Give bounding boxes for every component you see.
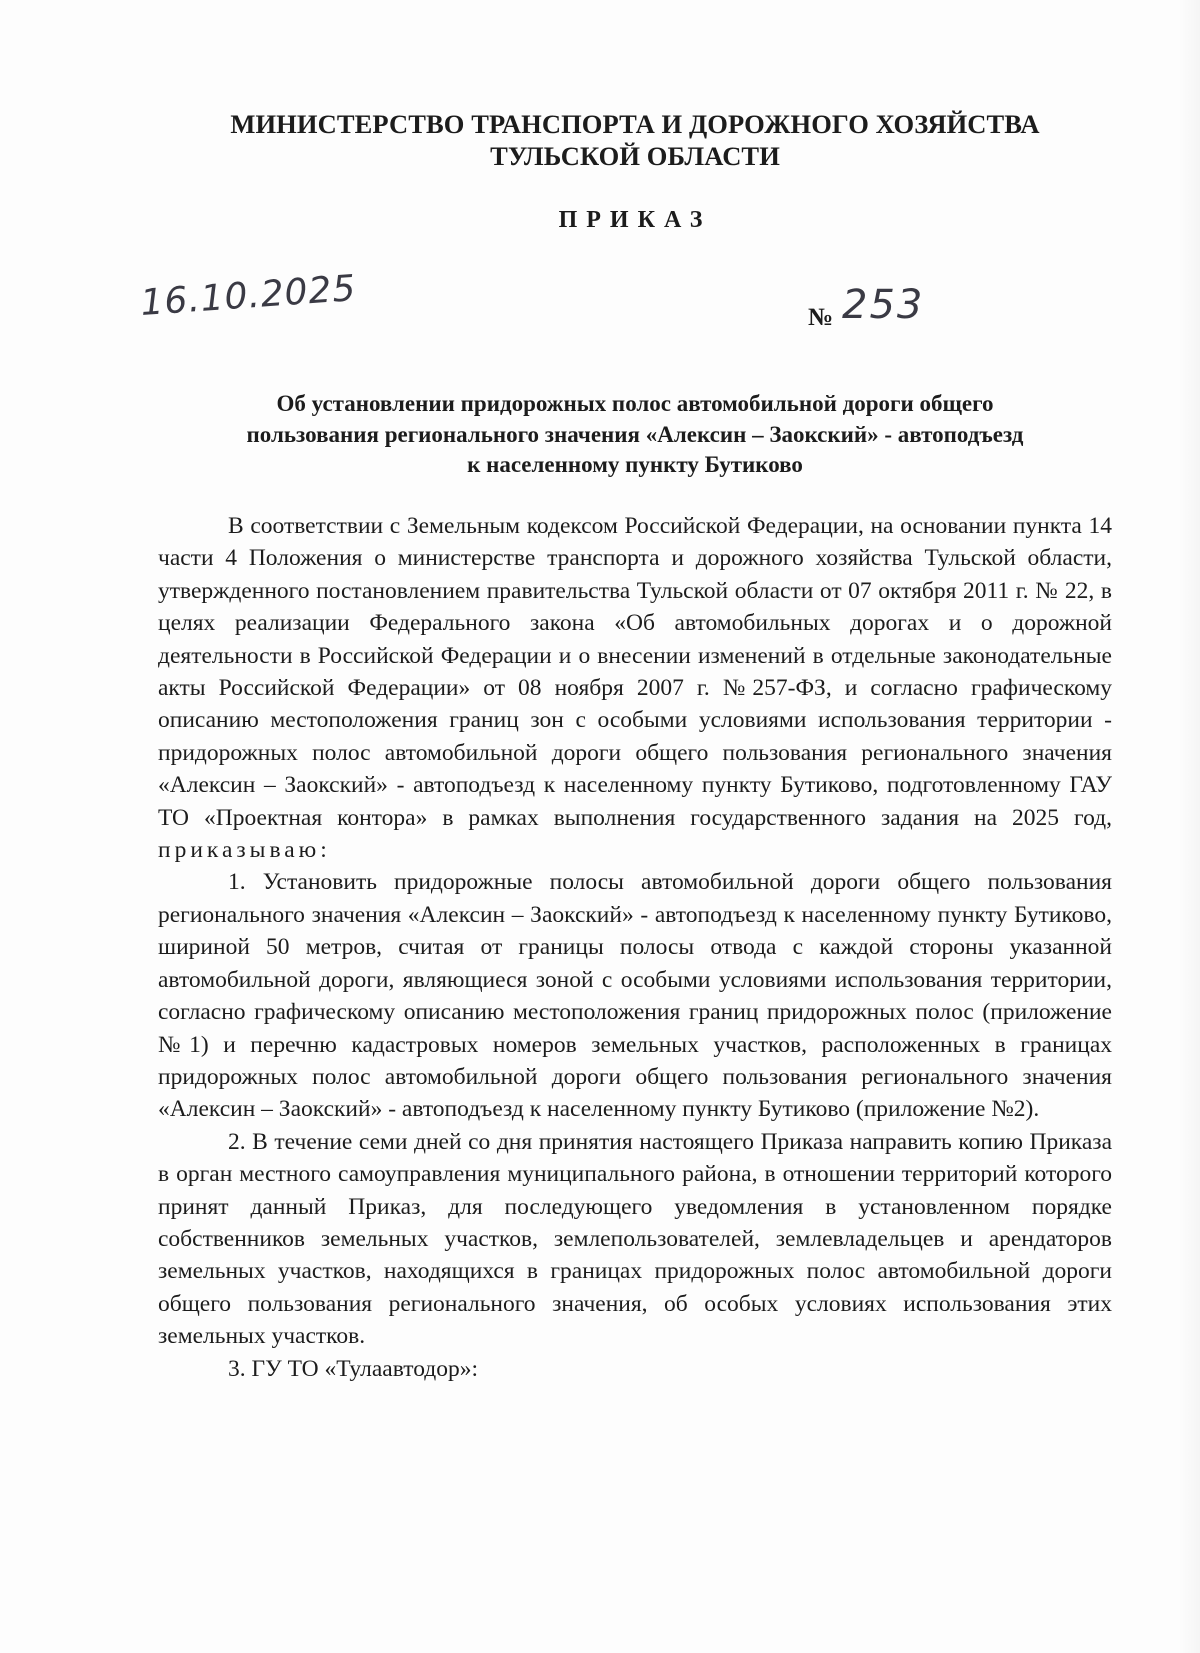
- preamble-paragraph: [158, 510, 1112, 866]
- preamble-text: В соответствии с Земельным кодексом Российской Федерации, на основании пункта 14 части 4 Положения о министерстве транспорта и дорожного хозяйства Тульской области, утвержденного постановлением правительства Тульской области от 07 октября 2011 г. № 22, в целях реализации Федерального закона «Об автомобильных дорогах и о дорожной деятельности в Российской Федерации и о внесении изменений в отдельные законодательные акты Российской Федерации» от 08 ноября 2007 г. №257-ФЗ, и согласно графическому описанию местоположения границ зон с особыми условиями использования территории - придорожных полос автомобильной дороги общего пользования регионального значения «Алексин – Заокский» - автоподъезд к населенному пункту Бутиково, подготовленному ГАУ ТО «Проектная контора» в рамках выполнения государственного задания на 2025 год,: [158, 513, 1112, 831]
- item-3-paragraph: 3. ГУ ТО «Тулаавтодор»:: [228, 1355, 479, 1382]
- subject-line2: пользования регионального значения «Алексин – Заокский» - автоподъезд: [246, 421, 1024, 447]
- subject-line1: Об установлении придорожных полос автомобильной дороги общего: [276, 391, 994, 416]
- document-type: ПРИКАЗ: [558, 207, 712, 233]
- handwritten-number: 253: [842, 282, 925, 328]
- item-2-paragraph: 2. В течение семи дней со дня принятия настоящего Приказа направить копию Приказа в орган местного самоуправления муниципального района, в отношении территорий которого принят данный Приказ, для последующего уведомления в установленном порядке собственников земельных участков, землепользователей, землевладельцев и арендаторов земельных участков, находящихся в границах придорожных полос автомобильной дороги общего пользования регионального значения, об особых условиях использования этих земельных участков.: [158, 1128, 1112, 1350]
- handwritten-date: 16.10.2025: [139, 268, 358, 324]
- number-sign: №: [808, 304, 834, 331]
- scan-edge-shadow: [1178, 0, 1200, 1653]
- document-body: [158, 510, 1112, 1385]
- orders-word: приказываю:: [158, 837, 331, 864]
- subject-line3: к населенному пункту Бутиково: [467, 452, 803, 477]
- ministry-name: [0, 108, 1200, 172]
- ministry-name-line1: МИНИСТЕРСТВО ТРАНСПОРТА И ДОРОЖНОГО ХОЗЯЙСТВА: [230, 109, 1040, 139]
- document-subject: [150, 389, 1120, 481]
- ministry-name-line2: ТУЛЬСКОЙ ОБЛАСТИ: [490, 141, 780, 171]
- item-1-paragraph: 1. Установить придорожные полосы автомобильной дороги общего пользования регионального значения «Алексин – Заокский» - автоподъезд к населенному пункту Бутиково, шириной 50 метров, считая от границы полосы отвода с каждой стороны указанной автомобильной дороги, являющиеся зоной с особыми условиями использования территории, согласно графическому описанию местоположения границ придорожных полос (приложение №1) и перечню кадастровых номеров земельных участков, расположенных в границах придорожных полос автомобильной дороги общего пользования регионального значения «Алексин – Заокский» - автоподъезд к населенному пункту Бутиково (приложение №2).: [158, 869, 1112, 1123]
